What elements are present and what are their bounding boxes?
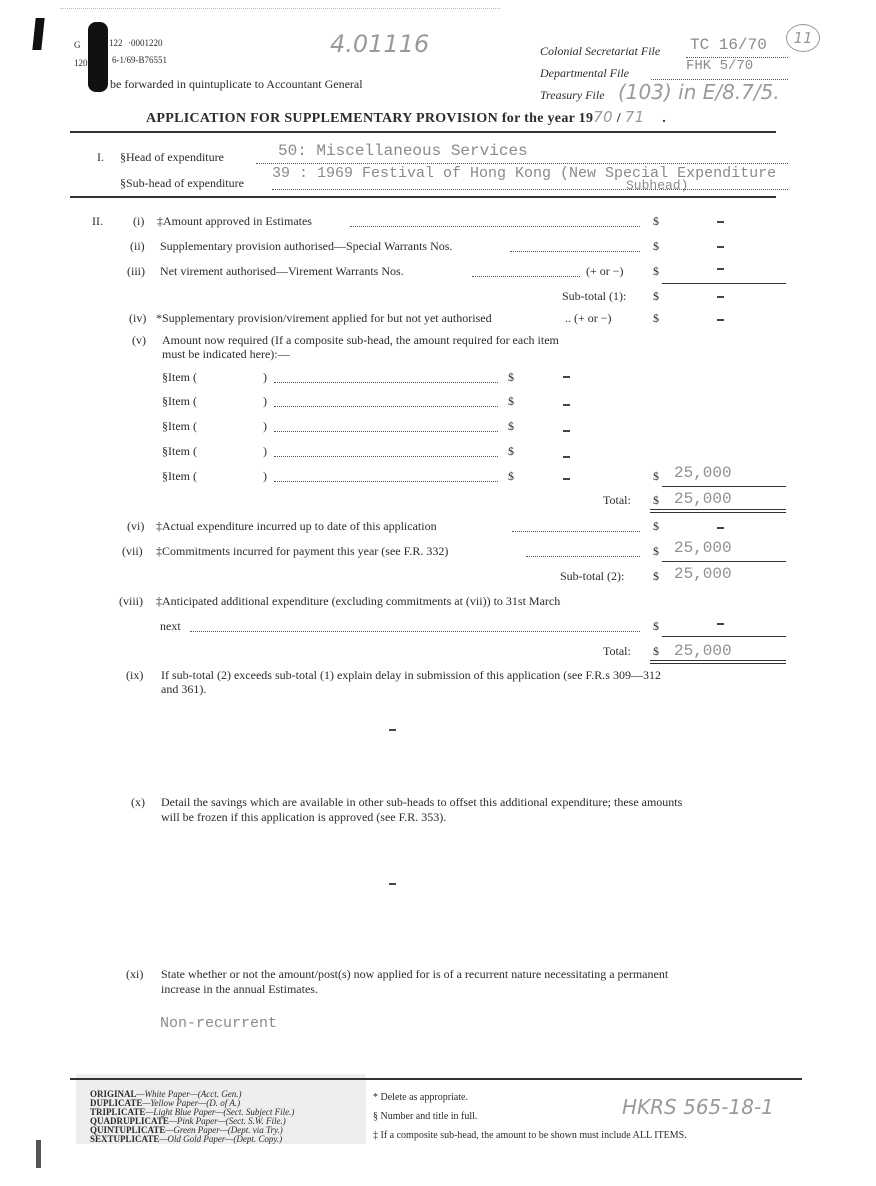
currency: $ bbox=[508, 370, 514, 384]
hole-punch-blot bbox=[88, 22, 108, 92]
page: G 122 ·0001220 120 6-1/69-B76551 be forwarded in quintuplicate to Accountant General 4.01116 Colonial Secretariat File TC 16/70 Departmental File FHK 5/70 Treasury File (103) in E/8.7/5. 11 APPLICATION FOR SUPPLEMENTARY PROVISION for the year 1970 / 71 . I. §Head of expenditure 50: Miscellaneous Services §Sub-head of expenditure 39 : 1969 Festival of Hong Kong (New Special Expenditure Subhead) II. (i) ‡Amount approved in Estimates $ (ii) Supplementary provision authorised—Special Warrants Nos. $ (iii) Net virement authorised—Virement Warrants Nos. (+ or −) $ Sub-total (1): $ (iv) *Supplementary provision/virement applied for but not yet authorised .. (+ or −) $ (v) Amount now required (If a composite sub-head, the amount required for each item must be indicated here):— §Item ( ) $ §Item ( ) $ §Item ( ) $ §Item ( ) $ §Item ( ) $ $ 25,000 Total: $ 25,000 (vi) ‡Actual expenditure incurred up to date of this application $ (vii) ‡Commitments incurred for payment this year (see F.R. 332) $ 25,000 Sub-total (2): $ 25,000 (viii) ‡Anticipated additional expenditure (excluding commitments at (vii)) to 31st March next $ Total: $ 25,000 (ix) If sub-total (2) exceeds sub-total (1) explain delay in submission of this application (see F.R.s 309—312 and 361). (x) Detail the savings which are available in other sub-heads to offset this additional expenditure; these amounts will be frozen if this application is approved (see F.R. 353). (xi) State whether or not the amount/post(s) now applied for is of a recurrent nature necessitating a permanent increase in the annual Estimates. Non-recurrent ORIGINAL—White Paper—(Acct. Gen.) DUPLICATE—Yellow Paper—(D. of A.) TRIPLICATE—Light Blue Paper—(Sect. Subject File.) QUADRUPLICATE—Pink Paper—(Sect. S.W. File.) QUINTUPLICATE—Green Paper—(Dept. via Try.) SEXTUPLICATE—Old Gold Paper—(Dept. Copy.) * Delete as appropriate. § Number and title in full. ‡ If a composite sub-head, the amount to be shown must include ALL ITEMS. HKRS 565-18-1 bbox=[0, 0, 876, 1186]
dept-file-label: Departmental File bbox=[540, 66, 629, 80]
row-viii-number: (viii) bbox=[119, 594, 143, 608]
row-iv-number: (iv) bbox=[129, 311, 147, 325]
row-x-number: (x) bbox=[131, 795, 145, 809]
row-i-amount-dash bbox=[717, 221, 724, 223]
archive-reference: HKRS 565-18-1 bbox=[622, 1095, 774, 1119]
rule bbox=[662, 561, 786, 562]
subtotal-1-label: Sub-total (1): bbox=[562, 289, 627, 303]
scan-mark bbox=[36, 1140, 41, 1168]
currency: $ bbox=[653, 214, 659, 228]
copy-line: ORIGINAL—White Paper—(Acct. Gen.) bbox=[90, 1089, 242, 1099]
currency: $ bbox=[653, 289, 659, 303]
head-of-expenditure-label: §Head of expenditure bbox=[120, 150, 224, 164]
row-vii-label: ‡Commitments incurred for payment this year (see F.R. 332) bbox=[156, 544, 449, 558]
divider bbox=[70, 196, 776, 198]
item-amount-dash bbox=[563, 376, 570, 378]
row-iv-label: *Supplementary provision/virement applied for but not yet authorised bbox=[156, 311, 492, 325]
row-ix-answer-dash bbox=[389, 729, 396, 731]
copy-line: SEXTUPLICATE—Old Gold Paper—(Dept. Copy.) bbox=[90, 1134, 283, 1144]
row-vi-label: ‡Actual expenditure incurred up to date of this application bbox=[156, 519, 437, 533]
currency: $ bbox=[653, 264, 659, 278]
double-rule bbox=[650, 512, 786, 513]
row-vii-amount: 25,000 bbox=[674, 539, 732, 557]
row-ix-label: If sub-total (2) exceeds sub-total (1) explain delay in submission of this application (see F.R.s 309—312 bbox=[161, 668, 661, 682]
copy-line: QUADRUPLICATE—Pink Paper—(Sect. S.W. File.) bbox=[90, 1116, 286, 1126]
item-amount-dash bbox=[563, 404, 570, 406]
currency: $ bbox=[653, 493, 659, 507]
form-code: 120 bbox=[74, 58, 88, 68]
row-v-number: (v) bbox=[132, 333, 146, 347]
currency: $ bbox=[508, 419, 514, 433]
row-iii-label: Net virement authorised—Virement Warrants Nos. bbox=[160, 264, 404, 278]
row-ii-label: Supplementary provision authorised—Special Warrants Nos. bbox=[160, 239, 453, 253]
col-sec-file-label: Colonial Secretariat File bbox=[540, 44, 661, 58]
double-rule bbox=[650, 660, 786, 661]
row-ii-amount-dash bbox=[717, 246, 724, 248]
total-1-label: Total: bbox=[603, 493, 631, 507]
section-1-numeral: I. bbox=[97, 150, 104, 164]
row-x-label-cont: will be frozen if this application is approved (see F.R. 353). bbox=[161, 810, 447, 824]
col-sec-file-value: TC 16/70 bbox=[690, 36, 767, 54]
top-edge-line bbox=[60, 8, 500, 9]
forwarding-instruction: be forwarded in quintuplicate to Accountant General bbox=[110, 77, 363, 91]
item-amount-dash bbox=[563, 478, 570, 480]
form-title: APPLICATION FOR SUPPLEMENTARY PROVISION for the year 1970 / 71 . bbox=[146, 108, 667, 126]
row-viii-amount-dash bbox=[717, 623, 724, 625]
copy-line: QUINTUPLICATE—Green Paper—(Dept. via Try.) bbox=[90, 1125, 283, 1135]
row-i-label: ‡Amount approved in Estimates bbox=[157, 214, 312, 228]
currency: $ bbox=[653, 239, 659, 253]
row-v-label: Amount now required (If a composite sub-head, the amount required for each item bbox=[162, 333, 559, 347]
rule bbox=[662, 486, 786, 487]
sub-head-label: §Sub-head of expenditure bbox=[120, 176, 244, 190]
total-2-amount: 25,000 bbox=[674, 642, 732, 660]
form-code: ·0001220 bbox=[128, 38, 163, 48]
row-viii-label: ‡Anticipated additional expenditure (excluding commitments at (vii)) to 31st March bbox=[156, 594, 561, 608]
row-xi-number: (xi) bbox=[126, 967, 144, 981]
handwritten-reference: 4.01116 bbox=[330, 30, 430, 58]
currency: $ bbox=[653, 469, 659, 483]
row-xi-answer: Non-recurrent bbox=[160, 1015, 278, 1032]
currency: $ bbox=[653, 544, 659, 558]
subtotal-1-dash bbox=[717, 296, 724, 298]
double-rule bbox=[650, 509, 786, 510]
divider bbox=[70, 1078, 802, 1080]
treasury-file-value: (103) in E/8.7/5. bbox=[618, 80, 780, 104]
row-viii-label-cont: next bbox=[160, 619, 181, 633]
scan-mark bbox=[32, 18, 44, 50]
row-ix-number: (ix) bbox=[126, 668, 144, 682]
sub-head-value-cont: Subhead) bbox=[626, 178, 689, 193]
subtotal-2-label: Sub-total (2): bbox=[560, 569, 625, 583]
subtotal-2-amount: 25,000 bbox=[674, 565, 732, 583]
row-iii-number: (iii) bbox=[127, 264, 145, 278]
row-xi-label: State whether or not the amount/post(s) now applied for is of a recurrent nature necessitating a permanent bbox=[161, 967, 669, 981]
row-x-label: Detail the savings which are available in other sub-heads to offset this additional expenditure; these amounts bbox=[161, 795, 683, 809]
form-code: 122 bbox=[109, 38, 123, 48]
total-2-label: Total: bbox=[603, 644, 631, 658]
currency: $ bbox=[653, 311, 659, 325]
row-ix-label-cont: and 361). bbox=[161, 682, 207, 696]
form-code: 6-1/69-B76551 bbox=[112, 55, 167, 65]
row-i-number: (i) bbox=[133, 214, 145, 228]
head-of-expenditure-value: 50: Miscellaneous Services bbox=[278, 142, 528, 160]
sub-head-value: 39 : 1969 Festival of Hong Kong (New Special Expenditure bbox=[272, 165, 777, 182]
row-xi-label-cont: increase in the annual Estimates. bbox=[161, 982, 318, 996]
row-iv-amount-dash bbox=[717, 319, 724, 321]
currency: $ bbox=[653, 619, 659, 633]
footnote-delete: * Delete as appropriate. bbox=[373, 1092, 468, 1103]
row-vi-amount-dash bbox=[717, 527, 724, 529]
row-x-answer-dash bbox=[389, 883, 396, 885]
item-amount-dash bbox=[563, 456, 570, 458]
total-1-amount: 25,000 bbox=[674, 490, 732, 508]
treasury-file-label: Treasury File bbox=[540, 88, 605, 102]
form-code: G bbox=[74, 40, 81, 50]
row-vii-number: (vii) bbox=[122, 544, 143, 558]
row-iii-sign: (+ or −) bbox=[586, 264, 624, 278]
footnote-number-title: § Number and title in full. bbox=[373, 1111, 478, 1122]
row-iii-amount-dash bbox=[717, 268, 724, 270]
row-ii-number: (ii) bbox=[130, 239, 145, 253]
copy-line: DUPLICATE—Yellow Paper—(D. of A.) bbox=[90, 1098, 241, 1108]
currency: $ bbox=[508, 469, 514, 483]
currency: $ bbox=[653, 519, 659, 533]
rule bbox=[662, 283, 786, 284]
copy-line: TRIPLICATE—Light Blue Paper—(Sect. Subject File.) bbox=[90, 1107, 295, 1117]
footnote-composite: ‡ If a composite sub-head, the amount to be shown must include ALL ITEMS. bbox=[373, 1130, 687, 1141]
row-iv-sign: .. (+ or −) bbox=[565, 311, 612, 325]
currency: $ bbox=[653, 644, 659, 658]
amount-now-required: 25,000 bbox=[674, 464, 732, 482]
row-v-label-cont: must be indicated here):— bbox=[162, 347, 290, 361]
rule bbox=[662, 636, 786, 637]
currency: $ bbox=[653, 569, 659, 583]
circled-folio-number: 11 bbox=[786, 24, 820, 52]
row-vi-number: (vi) bbox=[127, 519, 145, 533]
currency: $ bbox=[508, 444, 514, 458]
currency: $ bbox=[508, 394, 514, 408]
item-amount-dash bbox=[563, 430, 570, 432]
section-2-numeral: II. bbox=[92, 214, 103, 228]
dept-file-value: FHK 5/70 bbox=[686, 58, 754, 74]
double-rule bbox=[650, 663, 786, 664]
divider bbox=[70, 131, 776, 133]
